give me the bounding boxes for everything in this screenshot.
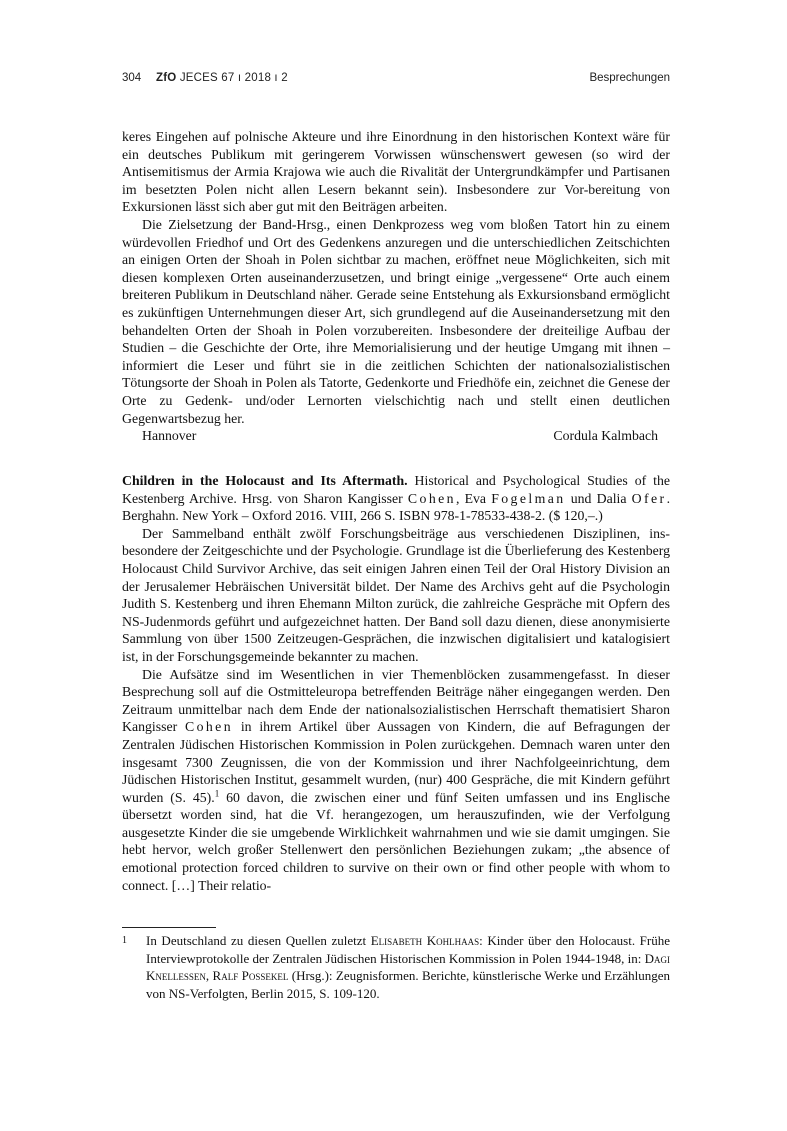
paragraph (122, 666, 670, 895)
author-name: Cohen (184, 719, 234, 735)
journal-abbrev: ZfO (156, 72, 177, 84)
text-run: in ihrem Artikel über Aussagen von Kindern, die auf Befragungen der Zentralen Jüdischen Historischen Kommission in Polen zurückgehen. Demnach waren unter den insgesamt 7300 Zeugnissen, die von der Kommission und ihrer Nachfolgeeinrichtung, dem Jüdischen Historischen Institut, gesammelt wurden, (nur) 400 Gespräche, die mit Kindern geführt wurden (S. 45). (122, 719, 671, 805)
paragraph: Der Sammelband enthält zwölf Forschungsbeiträge aus verschiedenen Disziplinen, insbesondere der Zeitgeschichte und der Psychologie. Grundlage ist die Überlieferung des Kestenberg Holocaust Child Survivor Archive, das seit einigen Jahren einen Teil der Oral History Division an der Jerusalemer Hebräischen Universität bildet. Der Name des Archivs geht auf die Psychologin Judith S. Kestenberg und ihren Ehemann Milton zurück, die zahlreiche Gespräche mit Opfern des NS-Judenmords geführt und aufgezeichnet hatten. Der Band soll dazu dienen, diese anonymisierte Sammlung von über 1500 Zeitzeugen-​Gesprächen, die inzwischen digitalisiert und katalogisiert ist, in der Forschungsgemeinde bekannter zu machen. (122, 525, 670, 664)
editor-name: Fogelman (491, 490, 566, 506)
text-run: und Dalia (570, 490, 627, 506)
editor-name: Ofer (631, 490, 667, 506)
reviewer-city: Hannover (142, 428, 197, 444)
text-run: 60 davon, die zwischen einer und fünf Seiten umfassen und ins Englische übersetzt worden sind, hat die Vf. herangezogen, um herauszufinden, wie der Verfolgung ausgesetzte Kinder die sie umgebende Wirklichkeit wahrnahmen und wie sie damit umgingen. Sie hebt hervor, welch großer Stellenwert den persönlichen Beziehungen zukam; „the absence of emotional protection forced children to survive on their own or find other people with whom to connect. […] Their relatio- (122, 789, 670, 893)
footnote (122, 932, 670, 1002)
page-number: 304 (122, 72, 142, 84)
footnote-rule (122, 927, 216, 928)
reviewer-name: Cordula Kalmbach (553, 428, 658, 444)
cited-author: Elisabeth Kohlhaas (370, 933, 480, 948)
text-run: In Deutschland zu diesen Quellen zuletzt (146, 933, 367, 948)
journal-name (156, 72, 288, 84)
cited-author: Dagi Knellessen, Ralf Possekel (146, 950, 670, 983)
review-article (122, 472, 670, 894)
review-heading (122, 472, 670, 525)
text-run: : Kinder über den Holocaust. Frühe Interviewprotokolle der Zentralen Jüdischen Historischen Kommission in Polen 1944-1948, in: (146, 933, 671, 966)
text-run: Die Aufsätze sind im Wesentlichen in vier Themenblöcken zusammengefasst. In dieser Besprechung soll auf die Ostmitteleuropa betreffenden Beiträge näher eingegangen werden. Den Zeitraum unmittelbar nach dem Ende der nationalsozialistischen Herrschaft thematisiert Sharon Kangisser (122, 666, 670, 735)
signature-line (122, 427, 670, 445)
paragraph: keres Eingehen auf polnische Akteure und ihre Einordnung in den historischen Kontext wäre für ein deutsches Publikum mit geringerem Vorwissen wünschenswert gewesen (so wird der Antisemitismus der Armia Krajowa wie auch die Rivalität der Untergrundkämpfer und Partisanen im besetzten Polen nicht allen Lesern bekannt sein). Insbesondere zur Vor-bereitung von Exkursionen lässt sich aber gut mit den Beiträgen arbeiten. (122, 129, 670, 215)
book-title: Children in the Holocaust and Its Aftermath. (122, 473, 408, 488)
text-run: , Eva (455, 490, 487, 506)
paragraph: Die Zielsetzung der Band-Hrsg., einen Denkprozess weg vom bloßen Tatort hin zu einem würdevollen Friedhof und Ort des Gedenkens anzuregen und die unterschiedlichen Zeitschichten an einigen Orten der Shoah in Polen sichtbar zu machen, eröffnet neue Möglichkeiten, sich mit diesen komplexen Orten auseinanderzusetzen, und bringt einige „vergessene“ Orte auch einem breiteren Publikum in Deutschland näher. Gerade seine Entstehung als Exkursionsband ermöglicht es zukünftigen Unternehmungen dieser Art, sich grundlegend auf die Auseinandersetzung mit den behandelten Orten der Shoah in Polen vorzubereiten. Insbesondere der dreiteilige Aufbau der Studien – die Geschichte der Orte, ihre Memorialisierung und der heutige Umgang mit ihnen – informiert die Leser und führt sie in die zeitlichen Schichten der nationalsozialistischen Tötungsorte der Shoah in Polen als Tatorte, Gedenkorte und Friedhöfe ein, zeichnet die Genese der Orte zu Gedenk- und/​oder Lernorten vielschichtig nach und stellt einen deutlichen Gegenwartsbezug her. (122, 216, 670, 426)
publication-info: . Berghahn. New York – Oxford 2016. VIII, 266 S. ISBN 978-1-78533-438-2. ($ 120,–.) (122, 490, 671, 524)
footnote-text (146, 932, 670, 1002)
editor-name: Cohen (407, 490, 456, 506)
running-header (122, 72, 670, 92)
section-title: Besprechungen (589, 72, 670, 84)
book-subtitle: Historical and Psychological Studies of the Kestenberg Archive. Hrsg. von Sharon Kangisser (122, 473, 670, 506)
footnote-number: 1 (122, 935, 127, 946)
journal-volume: JECES 67 ı 2018 ı 2 (179, 72, 288, 84)
previous-review-end (122, 128, 670, 445)
text-run: (Hrsg.): Zeugnisformen. Berichte, künstlerische Werke und Erzählungen von NS-Verfolgten, Berlin 2015, S. 109-120. (146, 968, 671, 1001)
footnote-ref[interactable]: 1 (214, 788, 220, 799)
